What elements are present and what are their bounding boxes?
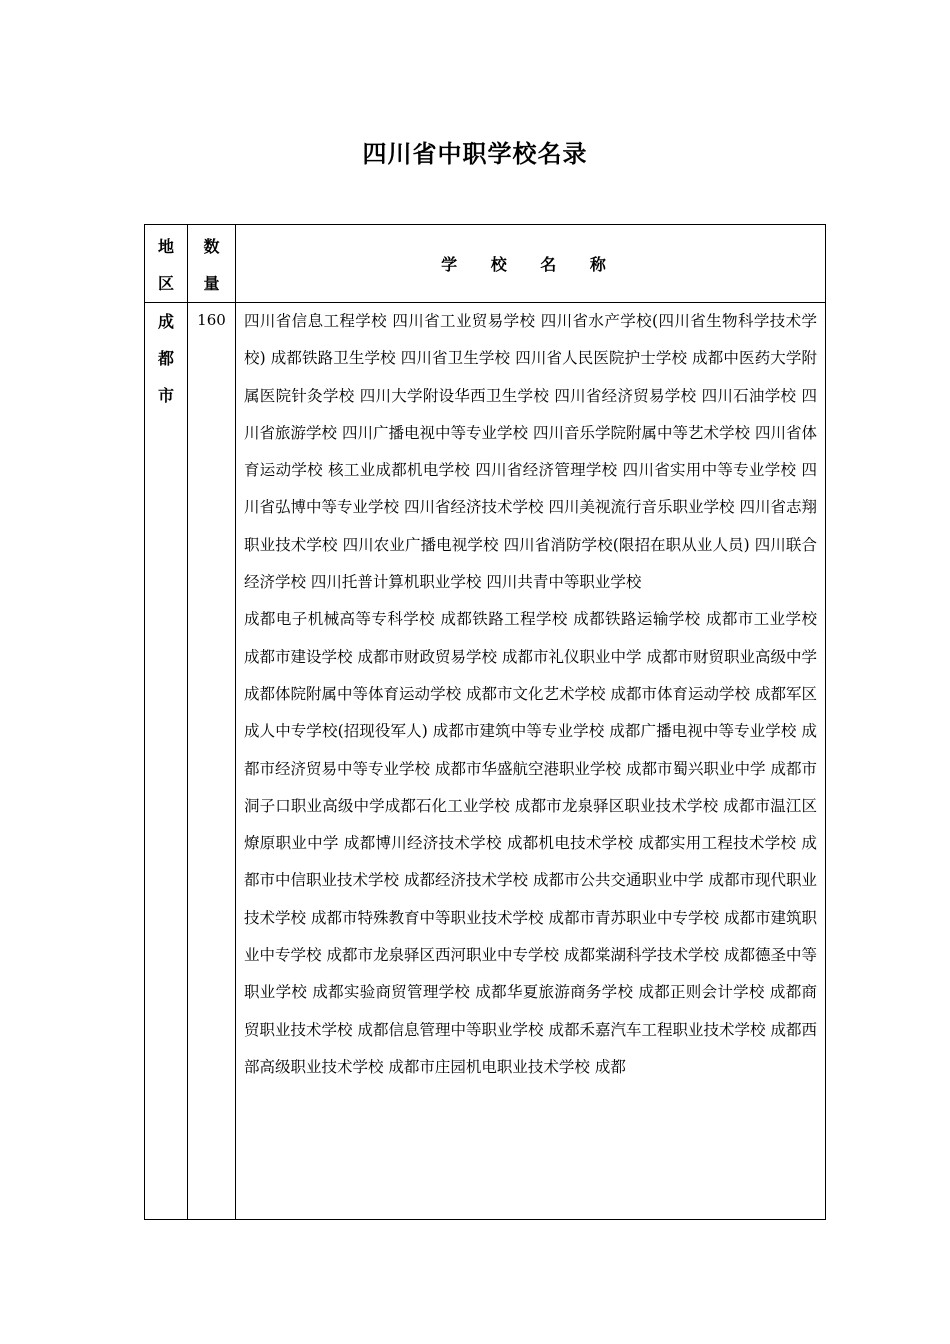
school-count: 160 <box>197 311 226 329</box>
header-region-char: 地 <box>157 237 174 256</box>
page-title: 四川省中职学校名录 <box>362 140 588 168</box>
header-school-names: 学 校 名 称 <box>236 225 826 303</box>
school-names-cell <box>236 303 826 1220</box>
header-count <box>188 225 236 303</box>
header-count-char: 量 <box>203 274 220 293</box>
region-char: 成 <box>157 312 174 331</box>
count-cell <box>188 303 236 1220</box>
school-names-paragraph: 四川省信息工程学校 四川省工业贸易学校 四川省水产学校(四川省生物科学技术学校) 成都铁路卫生学校 四川省卫生学校 四川省人民医院护士学校 成都中医药大学附属医院针灸学校 四川大学附设华西卫生学校 四川省经济贸易学校 四川石油学校 四川省旅游学校 四川广播电视中等专业学校 四川音乐学院附属中等艺术学校 四川省体育运动学校 核工业成都机电学校 四川省经济管理学校 四川省实用中等专业学校 四川省弘博中等专业学校 四川省经济技术学校 四川美视流行音乐职业学校 四川省志翔职业技术学校 四川农业广播电视学校 四川省消防学校(限招在职从业人员) 四川联合经济学校 四川托普计算机职业学校 四川共青中等职业学校 <box>244 312 817 592</box>
header-region-char: 区 <box>157 274 174 293</box>
region-cell <box>145 303 188 1220</box>
school-names-paragraph: 成都电子机械高等专科学校 成都铁路工程学校 成都铁路运输学校 成都市工业学校 成都市建设学校 成都市财政贸易学校 成都市礼仪职业中学 成都市财贸职业高级中学 成都体院附属中等体育运动学校 成都市文化艺术学校 成都市体育运动学校 成都军区成人中专学校(招现役军人) 成都市建筑中等专业学校 成都广播电视中等专业学校 成都市经济贸易中等专业学校 成都市华盛航空港职业学校 成都市蜀兴职业中学 成都市洞子口职业高级中学成都石化工业学校 成都市龙泉驿区职业技术学校 成都市温江区燎原职业中学 成都博川经济技术学校 成都机电技术学校 成都实用工程技术学校 成都市中信职业技术学校 成都经济技术学校 成都市公共交通职业中学 成都市现代职业技术学校 成都市特殊教育中等职业技术学校 成都市青苏职业中专学校 成都市建筑职业中专学校 成都市龙泉驿区西河职业中专学校 成都棠湖科学技术学校 成都德圣中等职业学校 成都实验商贸管理学校 成都华夏旅游商务学校 成都正则会计学校 成都商贸职业技术学校 成都信息管理中等职业学校 成都禾嘉汽车工程职业技术学校 成都西部高级职业技术学校 成都市庄园机电职业技术学校 成都 <box>244 610 817 1076</box>
region-char: 都 <box>157 349 174 368</box>
header-count-char: 数 <box>203 237 220 256</box>
region-char: 市 <box>157 386 174 405</box>
school-directory-table <box>144 224 826 1220</box>
header-region <box>145 225 188 303</box>
table-row <box>145 303 826 1220</box>
table-header-row <box>145 225 826 303</box>
